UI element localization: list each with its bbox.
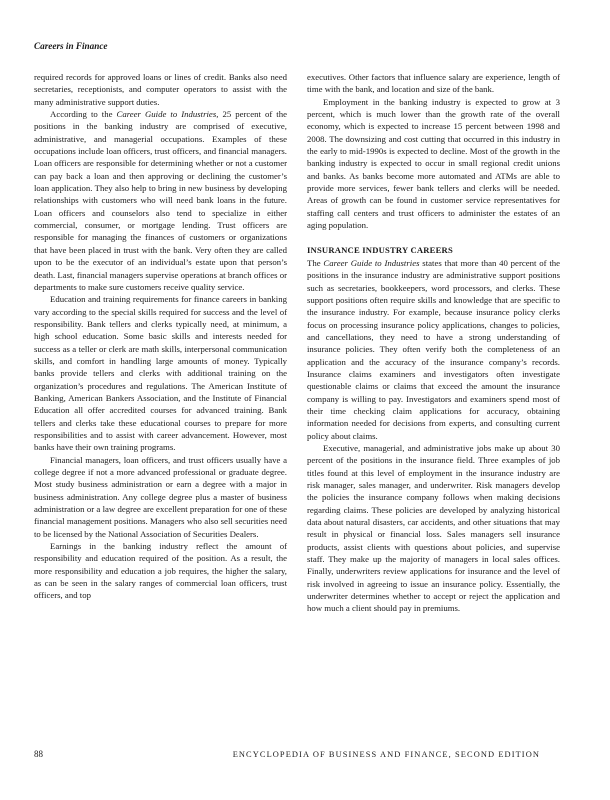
book-title-italic: Career Guide to Industries,: [116, 109, 219, 120]
running-head: Careers in Finance: [34, 41, 108, 51]
paragraph: Executive, managerial, and administrative jobs make up about 30 percent of the positions in the insurance field. Three examples of job titles found at this level of employment in the insurance industry are risk manager, sales manager, and underwriter. Risk managers develop the policies the insurance company follows when making decisions regarding claims. These policies are developed by analyzing historical data about natural disasters, car accidents, and other situations that may result in physical or financial loss. Sales managers sell insurance products, assist clients with questions about policies, and supervise staff. They make up the majority of managers in local sales offices. Finally, underwriters review applications for insurance and the level of risk involved in agreeing to issue an insurance policy. Essentially, the underwriter determines whether to accept or reject the application and how much a client should pay in premiums.: [307, 442, 560, 614]
text-run: states that more than 40 percent of the positions in the insurance industry are administrative support positions such as secretaries, bookkeepers, word processors, and clerks. These support positions often require skills and knowledge that are specific to the insurance industry. For example, because insurance policy clerks focus on processing insurance policy applications, changes to policies, and cancellations, they need to have a strong understanding of insurance policies. They often verify both the completeness of an application and the accuracy of the insurance company’s records. Insurance claims examiners and investigators often investigate questionable claims or claims that exceed the amount the insurance company is willing to pay. Investigators and examiners spend most of their time checking claim applications for accuracy, obtaining information needed for decisions from experts, and consulting current policy about claims.: [307, 257, 561, 441]
paragraph: [307, 257, 560, 442]
book-title-italic: Career Guide to Industries: [323, 257, 420, 268]
paragraph: Earnings in the banking industry reflect the amount of responsibility and education required of the position. As a result, the more responsibility and education a job requires, the higher the salary, as can be seen in the salary ranges of commercial loan officers, trust officers, and top: [34, 541, 287, 601]
right-column: [307, 71, 560, 615]
paragraph: Education and training requirements for finance careers in banking vary according to the special skills required for success and the level of responsibility. Bank tellers and clerks typically need, at minimum, a high school education. Some basic skills and interests needed for success as a teller or clerk are math skills, interpersonal communication skills, and comfort in handling large amounts of money. Typically banks provide tellers and clerks with additional training on the organization’s procedures and regulations. The American Institute of Banking, American Bankers Association, and the Institute of Financial Education all offer accredited courses for advanced training. Bank tellers and clerks take these educational courses to prepare for more responsibilities and to assist with career advancement. However, most banks have their own training programs.: [34, 294, 287, 453]
section-heading: INSURANCE INDUSTRY CAREERS: [307, 245, 453, 256]
text-run: 25 percent of the positions in the banking industry are comprised of executive, administrative, and managerial occupations. Examples of these occupations include loan officers, trust officers, and financial managers. Loan officers are responsible for determining whether or not a customer can pay back a loan and then approving or declining the customer’s loan application. They also help to bring in new business by developing relationships with customers who will need bank loans in the future. Loan officers and counselors also tend to specialize in either commercial, consumer, or mortgage lending. Trust officers are responsible for managing the finances of customers or organizations that have been placed in trust with the bank. Very often they are called upon to be the executor of an individual’s estate upon that person’s death. Last, financial managers supervise operations at branch offices or departments to make sure customers receive quality service.: [34, 109, 287, 292]
paragraph: executives. Other factors that influence salary are experience, length of time with the bank, and location and size of the bank.: [307, 72, 560, 95]
paragraph: [34, 108, 287, 293]
left-column: [34, 71, 287, 602]
text-run: The: [307, 257, 324, 268]
book-title-footer: ENCYCLOPEDIA OF BUSINESS AND FINANCE, SECOND EDITION: [232, 750, 540, 759]
text-run: According to the: [50, 109, 117, 120]
page-number: 88: [34, 749, 43, 759]
paragraph: Financial managers, loan officers, and trust officers usually have a college degree if not a more advanced professional or graduate degree. Most study business administration or earn a degree with a major in business administration. Any college degree plus a master of business administration or a law degree are excellent preparation for one of these financial management positions. Managers who also sell securities need to be licensed by the National Association of Securities Dealers.: [34, 454, 287, 539]
paragraph: Employment in the banking industry is expected to grow at 3 percent, which is much lower than the growth rate of the overall economy, which is expected to increase 15 percent between 1998 and 2008. The downsizing and cost cutting that occurred in this industry in the early to mid-1990s is expected to decline. Most of the growth in the banking industry is expected to occur in small regional credit unions and banks. As banks become more automated and ATMs are able to provide more services, fewer bank tellers and clerks will be needed. Areas of growth can be found in customer service representatives for staffing call centers and trust officers to administer the estates of an aging population.: [307, 96, 560, 231]
paragraph: required records for approved loans or lines of credit. Banks also need secretaries, receptionists, and computer operators to assist with the many administrative support duties.: [34, 72, 287, 107]
